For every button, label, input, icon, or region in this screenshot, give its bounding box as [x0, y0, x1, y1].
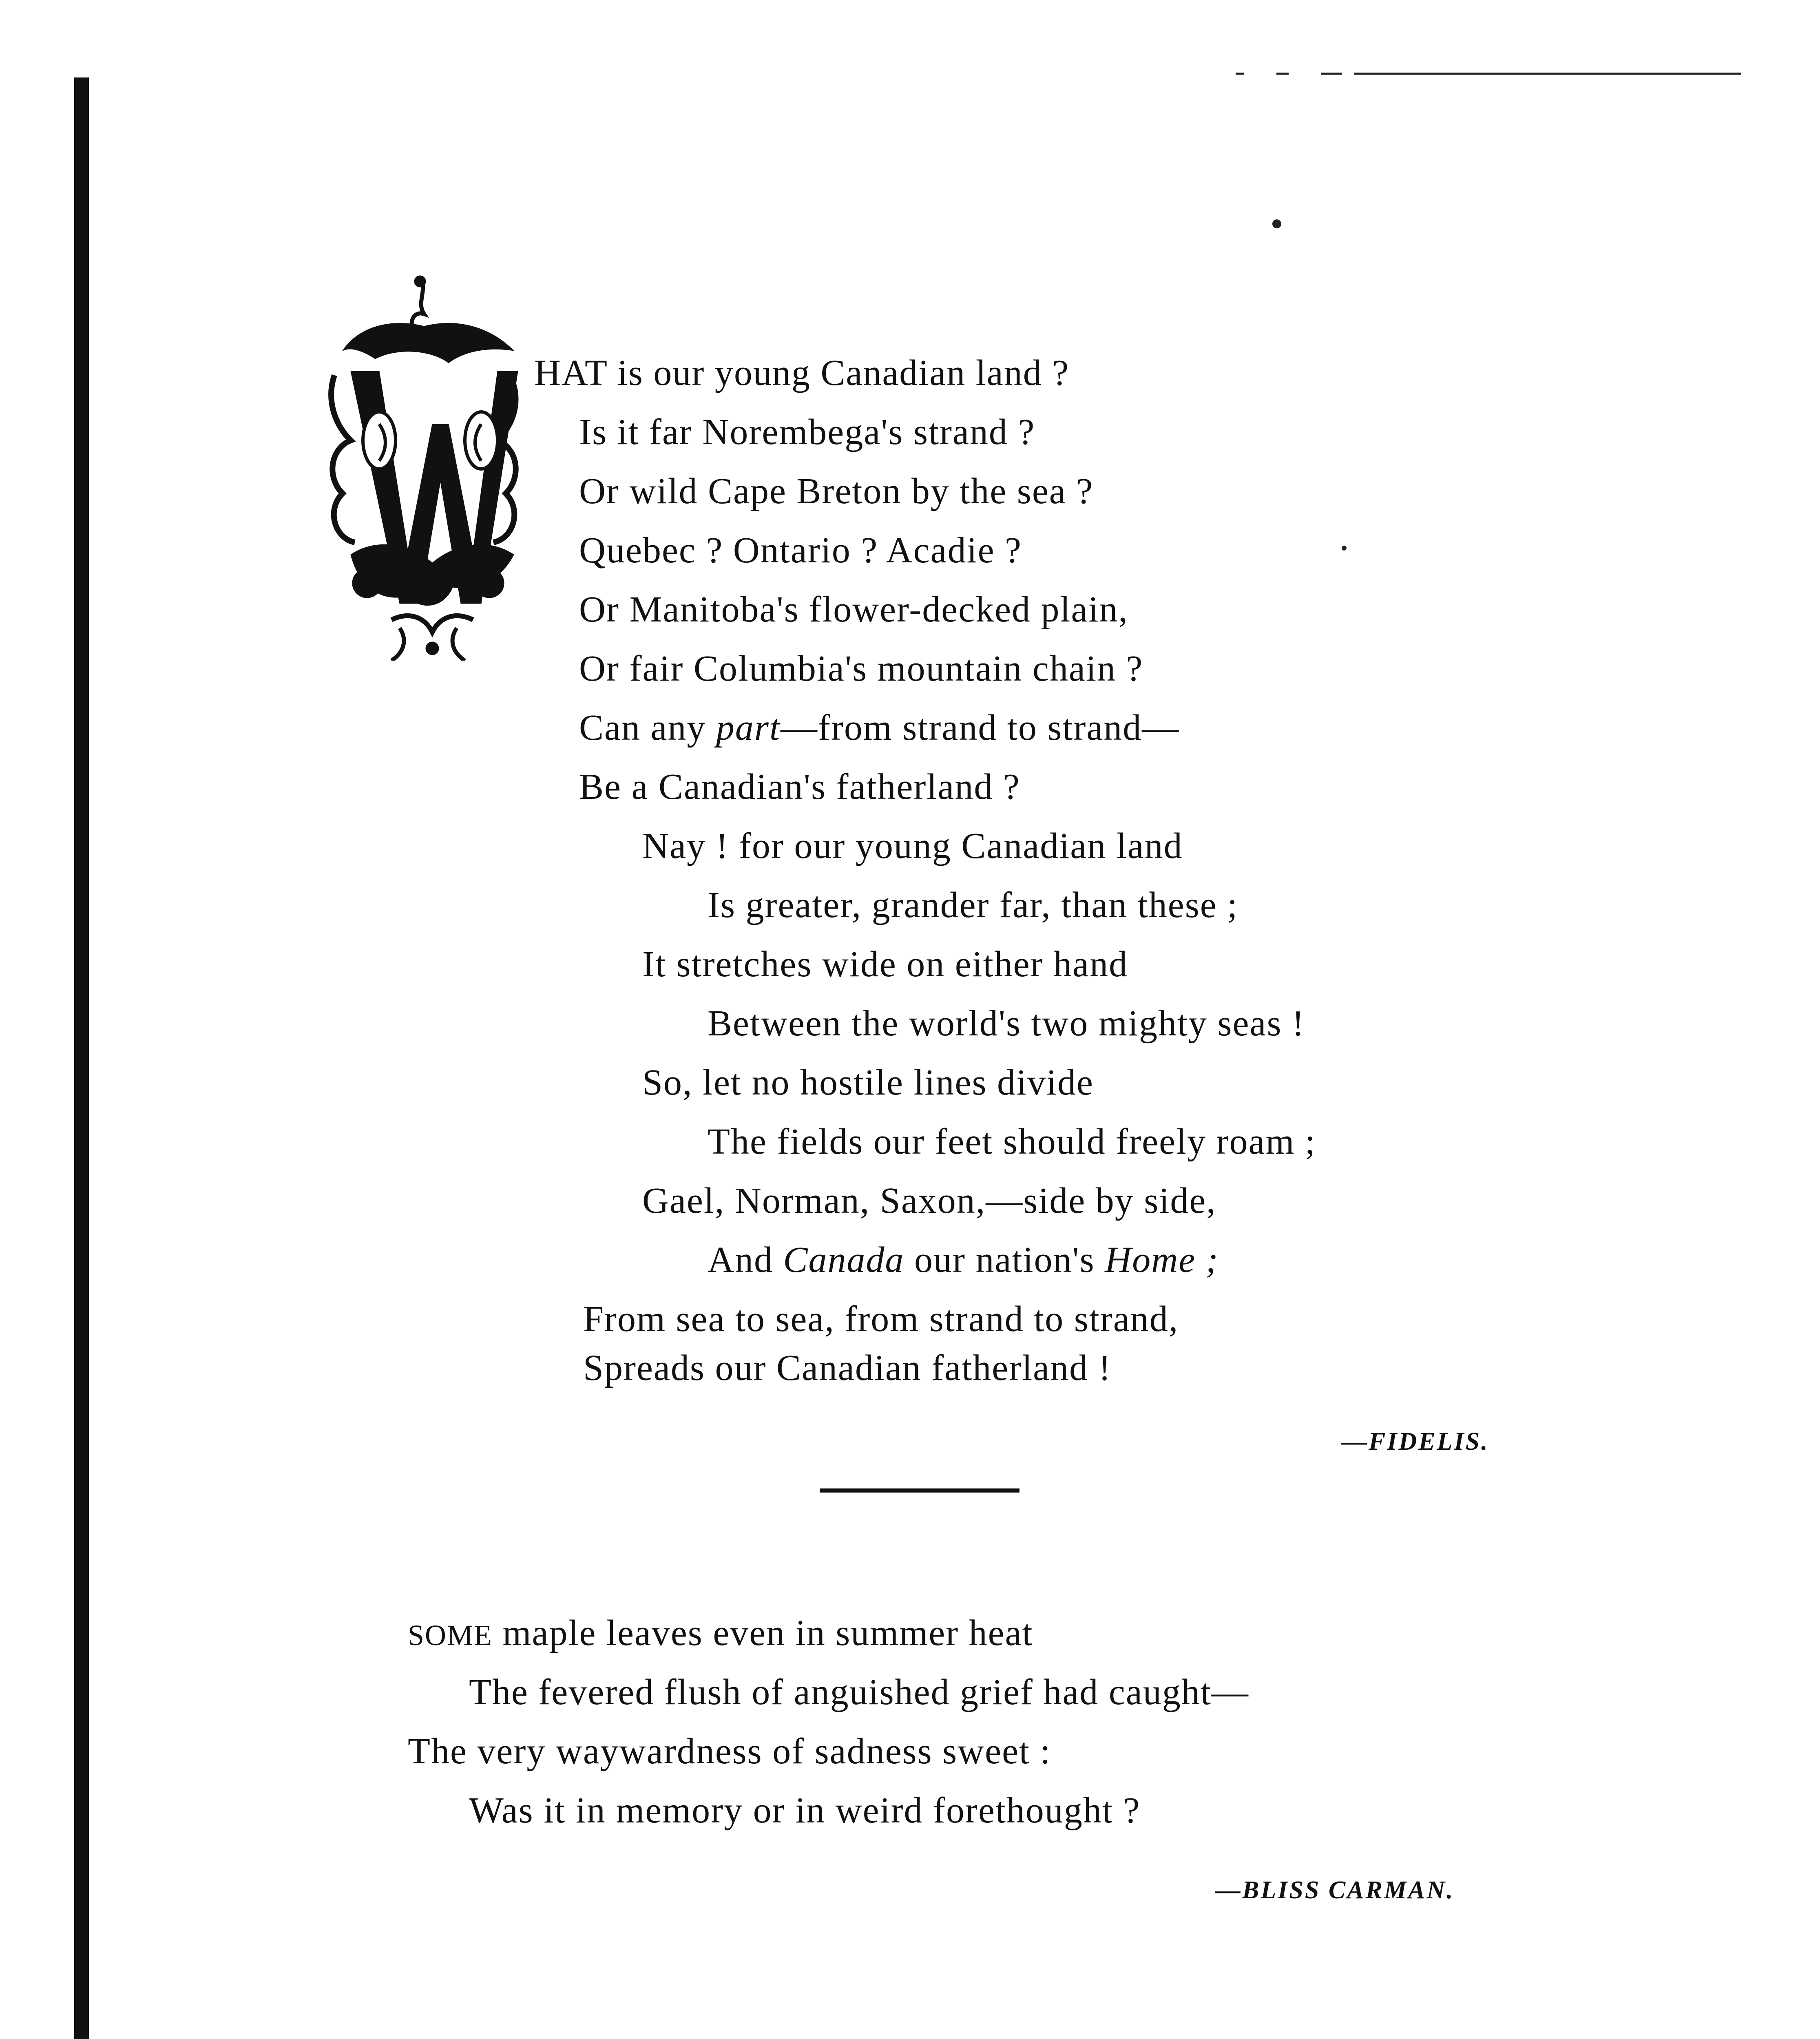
poem2-line-1-rest: maple leaves even in summer heat: [493, 1613, 1033, 1653]
poem2-line-3: The very waywardness of sadness sweet :: [408, 1731, 1051, 1771]
top-rule-fragment: [1321, 73, 1342, 75]
poem2-first-word: SOME: [408, 1619, 493, 1652]
poem1-line-16-italic: Canada: [783, 1240, 904, 1280]
poem1-line-12: Between the world's two mighty seas !: [708, 1003, 1305, 1044]
poem1-line-16-italic-home: Home ;: [1105, 1240, 1219, 1280]
poem1-line-7: [579, 710, 1179, 746]
poem2-line-4: Was it in memory or in weird forethought ?: [469, 1790, 1141, 1831]
poem1-line-4: Quebec ? Ontario ? Acadie ?: [579, 530, 1022, 571]
poem1-line-10: Is greater, grander far, than these ;: [708, 885, 1238, 925]
poem1-line-7-start: Can any: [579, 708, 716, 748]
poem1-line-9: Nay ! for our young Canadian land: [642, 826, 1183, 866]
poem1-attribution: —FIDELIS.: [1342, 1428, 1489, 1455]
poem1-line-14: The fields our feet should freely roam ;: [708, 1121, 1316, 1162]
poem2-line-2: The fevered flush of anguished grief had caught—: [469, 1672, 1249, 1712]
poem1-line-8: Be a Canadian's fatherland ?: [579, 767, 1020, 807]
poem1-line-16-middle: our nation's: [904, 1240, 1105, 1280]
poem1-line-13: So, let no hostile lines divide: [642, 1062, 1094, 1103]
poem1-line-18: Spreads our Canadian fatherland !: [583, 1348, 1112, 1388]
poem1-line-1: HAT is our young Canadian land ?: [534, 353, 1070, 393]
poem1-line-16-start: And: [708, 1240, 783, 1280]
top-rule-fragment: [1236, 73, 1244, 75]
poem1-line-6: Or fair Columbia's mountain chain ?: [579, 648, 1143, 689]
poem1-line-7-italic: part: [716, 708, 781, 748]
poem1-line-11: It stretches wide on either hand: [642, 944, 1128, 984]
poem1-line-7-end: —from strand to strand—: [780, 708, 1180, 748]
speck: [1342, 546, 1347, 551]
poem2-attribution: —BLISS CARMAN.: [1215, 1876, 1455, 1904]
speck: [1272, 219, 1281, 228]
top-rule: [1354, 73, 1741, 75]
section-divider: [820, 1488, 1019, 1493]
top-rule-fragment: [1276, 73, 1289, 75]
margin-rule: [74, 77, 89, 2039]
decorative-drop-cap-w-icon: [318, 269, 530, 661]
poem1-line-17: From sea to sea, from strand to strand,: [583, 1299, 1179, 1339]
poem1-line-5: Or Manitoba's flower-decked plain,: [579, 589, 1128, 630]
poem1-line-16: [708, 1242, 1219, 1278]
poem1-line-15: Gael, Norman, Saxon,—side by side,: [642, 1181, 1216, 1221]
poem1-line-2: Is it far Norembega's strand ?: [579, 412, 1035, 452]
poem2-line-1: [408, 1615, 1033, 1652]
poem1-line-3: Or wild Cape Breton by the sea ?: [579, 471, 1094, 511]
